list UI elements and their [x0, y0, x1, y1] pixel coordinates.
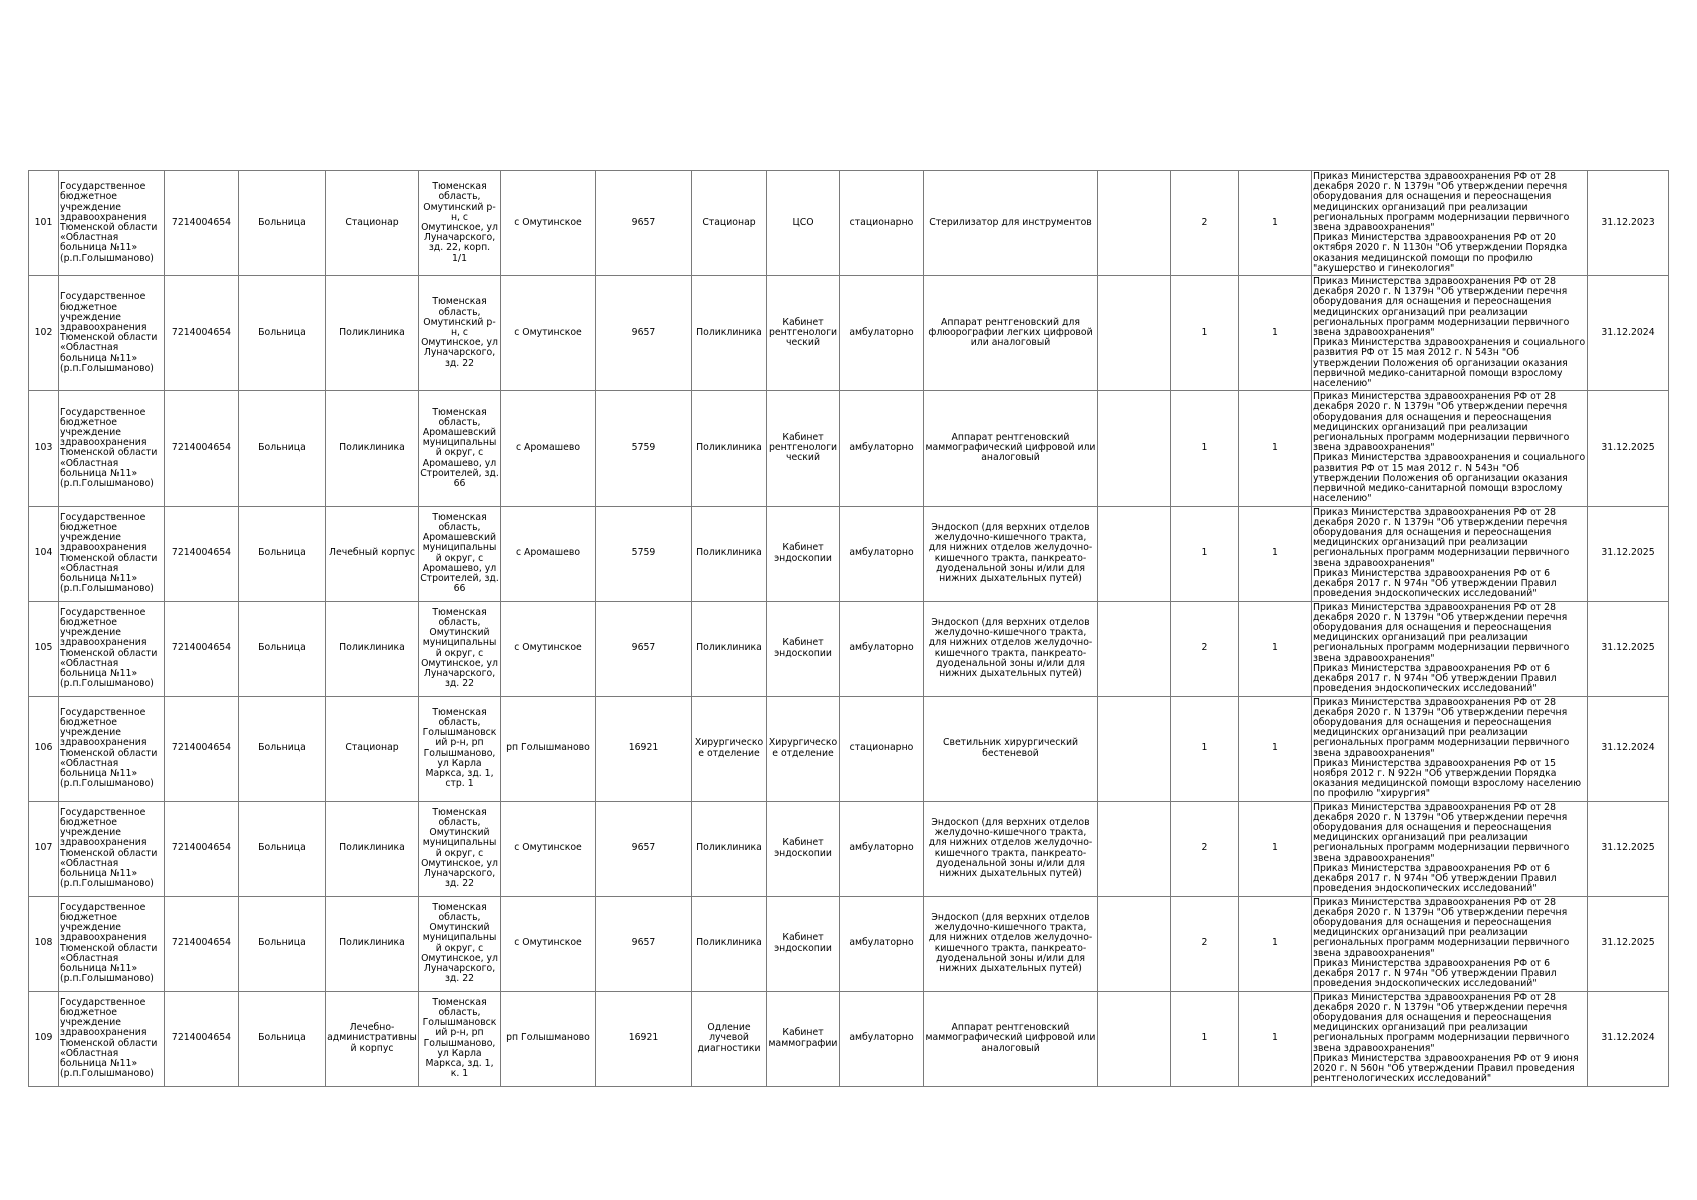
organization-cell: Государственное бюджетное учреждение здравоохранения Тюменской области «Областная больница №11» (р.п.Голышманово): [59, 601, 165, 696]
row-number-cell: 108: [29, 896, 59, 991]
equipment-cell: Эндоскоп (для верхних отделов желудочно-кишечного тракта, для нижних отделов желудочно-кишечного тракта, панкреато-дуоденальной зоны и/или для нижних дыхательных путей): [924, 506, 1098, 601]
row-number-cell: 107: [29, 801, 59, 896]
care-form-cell: амбулаторно: [840, 506, 924, 601]
population-cell: 5759: [596, 391, 692, 506]
subdivision-cell: Поликлиника: [326, 391, 419, 506]
empty-cell: [1098, 896, 1171, 991]
organization-cell: Государственное бюджетное учреждение здравоохранения Тюменской области «Областная больница №11» (р.п.Голышманово): [59, 896, 165, 991]
inn-cell: 7214004654: [165, 601, 239, 696]
deadline-date-cell: 31.12.2024: [1588, 991, 1669, 1086]
equipment-cell: Стерилизатор для инструментов: [924, 171, 1098, 276]
locality-cell: с Омутинское: [501, 896, 596, 991]
organization-cell: Государственное бюджетное учреждение здравоохранения Тюменской области «Областная больница №11» (р.п.Голышманово): [59, 506, 165, 601]
population-cell: 9657: [596, 276, 692, 391]
department-cell: Кабинет маммографии: [767, 991, 840, 1086]
department-cell: Кабинет эндоскопии: [767, 601, 840, 696]
organization-cell: Государственное бюджетное учреждение здравоохранения Тюменской области «Областная больница №11» (р.п.Голышманово): [59, 171, 165, 276]
unit-cell: Поликлиника: [692, 391, 767, 506]
locality-cell: с Омутинское: [501, 601, 596, 696]
care-form-cell: амбулаторно: [840, 896, 924, 991]
care-form-cell: амбулаторно: [840, 276, 924, 391]
deadline-date-cell: 31.12.2024: [1588, 276, 1669, 391]
inn-cell: 7214004654: [165, 391, 239, 506]
population-cell: 5759: [596, 506, 692, 601]
deadline-date-cell: 31.12.2025: [1588, 801, 1669, 896]
quantity-cell: 1: [1171, 506, 1239, 601]
table-row: [29, 601, 1669, 696]
quantity-cell: 1: [1171, 391, 1239, 506]
department-cell: Кабинет эндоскопии: [767, 801, 840, 896]
facility-type-cell: Больница: [239, 601, 326, 696]
equipment-cell: Эндоскоп (для верхних отделов желудочно-кишечного тракта, для нижних отделов желудочно-кишечного тракта, панкреато-дуоденальной зоны и/или для нижних дыхательных путей): [924, 896, 1098, 991]
quantity-cell: 1: [1171, 991, 1239, 1086]
quantity-cell: 1: [1239, 801, 1312, 896]
subdivision-cell: Поликлиника: [326, 801, 419, 896]
equipment-cell: Аппарат рентгеновский маммографический цифровой или аналоговый: [924, 991, 1098, 1086]
table-row: [29, 991, 1669, 1086]
department-cell: Кабинет рентгенологический: [767, 276, 840, 391]
inn-cell: 7214004654: [165, 991, 239, 1086]
inn-cell: 7214004654: [165, 896, 239, 991]
quantity-cell: 1: [1171, 696, 1239, 801]
row-number-cell: 101: [29, 171, 59, 276]
regulatory-documents-cell: Приказ Министерства здравоохранения РФ от 28 декабря 2020 г. N 1379н "Об утверждении перечня оборудования для оснащения и переоснащения медицинских организаций при реализации региональных программ модернизации первичного звена здравоохранения" Приказ Министерства здравоохранения РФ от 9 июня 2020 г. N 560н "Об утверждении Правил проведения рентгенологических исследований": [1312, 991, 1588, 1086]
regulatory-documents-cell: Приказ Министерства здравоохранения РФ от 28 декабря 2020 г. N 1379н "Об утверждении перечня оборудования для оснащения и переоснащения медицинских организаций при реализации региональных программ модернизации первичного звена здравоохранения" Приказ Министерства здравоохранения и социального развития РФ от 15 мая 2012 г. N 543н "Об утверждении Положения об организации оказания первичной медико-санитарной помощи взрослому населению": [1312, 391, 1588, 506]
regulatory-documents-cell: Приказ Министерства здравоохранения РФ от 28 декабря 2020 г. N 1379н "Об утверждении перечня оборудования для оснащения и переоснащения медицинских организаций при реализации региональных программ модернизации первичного звена здравоохранения" Приказ Министерства здравоохранения и социального развития РФ от 15 мая 2012 г. N 543н "Об утверждении Положения об организации оказания первичной медико-санитарной помощи взрослому населению": [1312, 276, 1588, 391]
address-cell: Тюменская область, Омутинский р-н, с Омутинское, ул Луначарского, зд. 22: [419, 276, 501, 391]
empty-cell: [1098, 276, 1171, 391]
address-cell: Тюменская область, Омутинский р-н, с Омутинское, ул Луначарского, зд. 22, корп. 1/1: [419, 171, 501, 276]
inn-cell: 7214004654: [165, 276, 239, 391]
unit-cell: Одление лучевой диагностики: [692, 991, 767, 1086]
population-cell: 9657: [596, 601, 692, 696]
subdivision-cell: Поликлиника: [326, 276, 419, 391]
population-cell: 9657: [596, 801, 692, 896]
subdivision-cell: Стационар: [326, 696, 419, 801]
inn-cell: 7214004654: [165, 801, 239, 896]
organization-cell: Государственное бюджетное учреждение здравоохранения Тюменской области «Областная больница №11» (р.п.Голышманово): [59, 276, 165, 391]
regulatory-documents-cell: Приказ Министерства здравоохранения РФ от 28 декабря 2020 г. N 1379н "Об утверждении перечня оборудования для оснащения и переоснащения медицинских организаций при реализации региональных программ модернизации первичного звена здравоохранения" Приказ Министерства здравоохранения РФ от 6 декабря 2017 г. N 974н "Об утверждении Правил проведения эндоскопических исследований": [1312, 506, 1588, 601]
quantity-cell: 2: [1171, 171, 1239, 276]
facility-type-cell: Больница: [239, 801, 326, 896]
subdivision-cell: Стационар: [326, 171, 419, 276]
care-form-cell: стационарно: [840, 696, 924, 801]
department-cell: ЦСО: [767, 171, 840, 276]
empty-cell: [1098, 391, 1171, 506]
subdivision-cell: Лечебный корпус: [326, 506, 419, 601]
regulatory-documents-cell: Приказ Министерства здравоохранения РФ от 28 декабря 2020 г. N 1379н "Об утверждении перечня оборудования для оснащения и переоснащения медицинских организаций при реализации региональных программ модернизации первичного звена здравоохранения" Приказ Министерства здравоохранения РФ от 6 декабря 2017 г. N 974н "Об утверждении Правил проведения эндоскопических исследований": [1312, 896, 1588, 991]
equipment-cell: Аппарат рентгеновский для флюорографии легких цифровой или аналоговый: [924, 276, 1098, 391]
unit-cell: Поликлиника: [692, 506, 767, 601]
unit-cell: Поликлиника: [692, 801, 767, 896]
regulatory-documents-cell: Приказ Министерства здравоохранения РФ от 28 декабря 2020 г. N 1379н "Об утверждении перечня оборудования для оснащения и переоснащения медицинских организаций при реализации региональных программ модернизации первичного звена здравоохранения" Приказ Министерства здравоохранения РФ от 20 октября 2020 г. N 1130н "Об утверждении Порядка оказания медицинской помощи по профилю "акушерство и гинекология": [1312, 171, 1588, 276]
quantity-cell: 1: [1239, 991, 1312, 1086]
table-row: [29, 801, 1669, 896]
quantity-cell: 1: [1171, 276, 1239, 391]
organization-cell: Государственное бюджетное учреждение здравоохранения Тюменской области «Областная больница №11» (р.п.Голышманово): [59, 991, 165, 1086]
equipment-cell: Аппарат рентгеновский маммографический цифровой или аналоговый: [924, 391, 1098, 506]
organization-cell: Государственное бюджетное учреждение здравоохранения Тюменской области «Областная больница №11» (р.п.Голышманово): [59, 391, 165, 506]
table-row: [29, 276, 1669, 391]
facility-type-cell: Больница: [239, 991, 326, 1086]
locality-cell: с Омутинское: [501, 171, 596, 276]
equipment-table: [28, 170, 1669, 1087]
locality-cell: с Аромашево: [501, 391, 596, 506]
inn-cell: 7214004654: [165, 171, 239, 276]
facility-type-cell: Больница: [239, 506, 326, 601]
equipment-cell: Светильник хирургический бестеневой: [924, 696, 1098, 801]
unit-cell: Поликлиника: [692, 896, 767, 991]
facility-type-cell: Больница: [239, 276, 326, 391]
unit-cell: Поликлиника: [692, 276, 767, 391]
care-form-cell: амбулаторно: [840, 391, 924, 506]
row-number-cell: 109: [29, 991, 59, 1086]
deadline-date-cell: 31.12.2025: [1588, 601, 1669, 696]
facility-type-cell: Больница: [239, 171, 326, 276]
address-cell: Тюменская область, Омутинский муниципальный округ, с Омутинское, ул Луначарского, зд. 22: [419, 896, 501, 991]
table-row: [29, 696, 1669, 801]
quantity-cell: 2: [1171, 601, 1239, 696]
care-form-cell: стационарно: [840, 171, 924, 276]
address-cell: Тюменская область, Омутинский муниципальный округ, с Омутинское, ул Луначарского, зд. 22: [419, 801, 501, 896]
quantity-cell: 1: [1239, 601, 1312, 696]
empty-cell: [1098, 801, 1171, 896]
inn-cell: 7214004654: [165, 696, 239, 801]
deadline-date-cell: 31.12.2023: [1588, 171, 1669, 276]
facility-type-cell: Больница: [239, 391, 326, 506]
locality-cell: рп Голышманово: [501, 991, 596, 1086]
address-cell: Тюменская область, Аромашевский муниципальный округ, с Аромашево, ул Строителей, зд. 66: [419, 506, 501, 601]
quantity-cell: 2: [1171, 801, 1239, 896]
inn-cell: 7214004654: [165, 506, 239, 601]
population-cell: 9657: [596, 896, 692, 991]
row-number-cell: 102: [29, 276, 59, 391]
quantity-cell: 1: [1239, 696, 1312, 801]
department-cell: Кабинет эндоскопии: [767, 896, 840, 991]
address-cell: Тюменская область, Голышмановский р-н, рп Голышманово, ул Карла Маркса, зд. 1, стр. 1: [419, 696, 501, 801]
population-cell: 16921: [596, 696, 692, 801]
care-form-cell: амбулаторно: [840, 991, 924, 1086]
address-cell: Тюменская область, Голышмановский р-н, рп Голышманово, ул Карла Маркса, зд. 1, к. 1: [419, 991, 501, 1086]
deadline-date-cell: 31.12.2025: [1588, 506, 1669, 601]
organization-cell: Государственное бюджетное учреждение здравоохранения Тюменской области «Областная больница №11» (р.п.Голышманово): [59, 696, 165, 801]
population-cell: 16921: [596, 991, 692, 1086]
empty-cell: [1098, 171, 1171, 276]
population-cell: 9657: [596, 171, 692, 276]
facility-type-cell: Больница: [239, 896, 326, 991]
deadline-date-cell: 31.12.2025: [1588, 391, 1669, 506]
row-number-cell: 105: [29, 601, 59, 696]
row-number-cell: 106: [29, 696, 59, 801]
table-row: [29, 171, 1669, 276]
equipment-cell: Эндоскоп (для верхних отделов желудочно-кишечного тракта, для нижних отделов желудочно-кишечного тракта, панкреато-дуоденальной зоны и/или для нижних дыхательных путей): [924, 601, 1098, 696]
subdivision-cell: Лечебно-административный корпус: [326, 991, 419, 1086]
table-row: [29, 896, 1669, 991]
care-form-cell: амбулаторно: [840, 801, 924, 896]
address-cell: Тюменская область, Омутинский муниципальный округ, с Омутинское, ул Луначарского, зд. 22: [419, 601, 501, 696]
table-row: [29, 506, 1669, 601]
care-form-cell: амбулаторно: [840, 601, 924, 696]
locality-cell: с Аромашево: [501, 506, 596, 601]
subdivision-cell: Поликлиника: [326, 896, 419, 991]
unit-cell: Хирургическое отделение: [692, 696, 767, 801]
unit-cell: Стационар: [692, 171, 767, 276]
row-number-cell: 103: [29, 391, 59, 506]
empty-cell: [1098, 506, 1171, 601]
unit-cell: Поликлиника: [692, 601, 767, 696]
deadline-date-cell: 31.12.2025: [1588, 896, 1669, 991]
equipment-cell: Эндоскоп (для верхних отделов желудочно-кишечного тракта, для нижних отделов желудочно-кишечного тракта, панкреато-дуоденальной зоны и/или для нижних дыхательных путей): [924, 801, 1098, 896]
quantity-cell: 1: [1239, 391, 1312, 506]
address-cell: Тюменская область, Аромашевский муниципальный округ, с Аромашево, ул Строителей, зд. 66: [419, 391, 501, 506]
department-cell: Кабинет эндоскопии: [767, 506, 840, 601]
regulatory-documents-cell: Приказ Министерства здравоохранения РФ от 28 декабря 2020 г. N 1379н "Об утверждении перечня оборудования для оснащения и переоснащения медицинских организаций при реализации региональных программ модернизации первичного звена здравоохранения" Приказ Министерства здравоохранения РФ от 6 декабря 2017 г. N 974н "Об утверждении Правил проведения эндоскопических исследований": [1312, 601, 1588, 696]
empty-cell: [1098, 601, 1171, 696]
quantity-cell: 1: [1239, 896, 1312, 991]
subdivision-cell: Поликлиника: [326, 601, 419, 696]
quantity-cell: 1: [1239, 506, 1312, 601]
row-number-cell: 104: [29, 506, 59, 601]
locality-cell: с Омутинское: [501, 801, 596, 896]
quantity-cell: 2: [1171, 896, 1239, 991]
locality-cell: рп Голышманово: [501, 696, 596, 801]
department-cell: Хирургическое отделение: [767, 696, 840, 801]
deadline-date-cell: 31.12.2024: [1588, 696, 1669, 801]
department-cell: Кабинет рентгенологический: [767, 391, 840, 506]
regulatory-documents-cell: Приказ Министерства здравоохранения РФ от 28 декабря 2020 г. N 1379н "Об утверждении перечня оборудования для оснащения и переоснащения медицинских организаций при реализации региональных программ модернизации первичного звена здравоохранения" Приказ Министерства здравоохранения РФ от 6 декабря 2017 г. N 974н "Об утверждении Правил проведения эндоскопических исследований": [1312, 801, 1588, 896]
facility-type-cell: Больница: [239, 696, 326, 801]
quantity-cell: 1: [1239, 276, 1312, 391]
quantity-cell: 1: [1239, 171, 1312, 276]
organization-cell: Государственное бюджетное учреждение здравоохранения Тюменской области «Областная больница №11» (р.п.Голышманово): [59, 801, 165, 896]
locality-cell: с Омутинское: [501, 276, 596, 391]
table-row: [29, 391, 1669, 506]
empty-cell: [1098, 696, 1171, 801]
regulatory-documents-cell: Приказ Министерства здравоохранения РФ от 28 декабря 2020 г. N 1379н "Об утверждении перечня оборудования для оснащения и переоснащения медицинских организаций при реализации региональных программ модернизации первичного звена здравоохранения" Приказ Министерства здравоохранения РФ от 15 ноября 2012 г. N 922н "Об утверждении Порядка оказания медицинской помощи взрослому населению по профилю "хирургия": [1312, 696, 1588, 801]
empty-cell: [1098, 991, 1171, 1086]
